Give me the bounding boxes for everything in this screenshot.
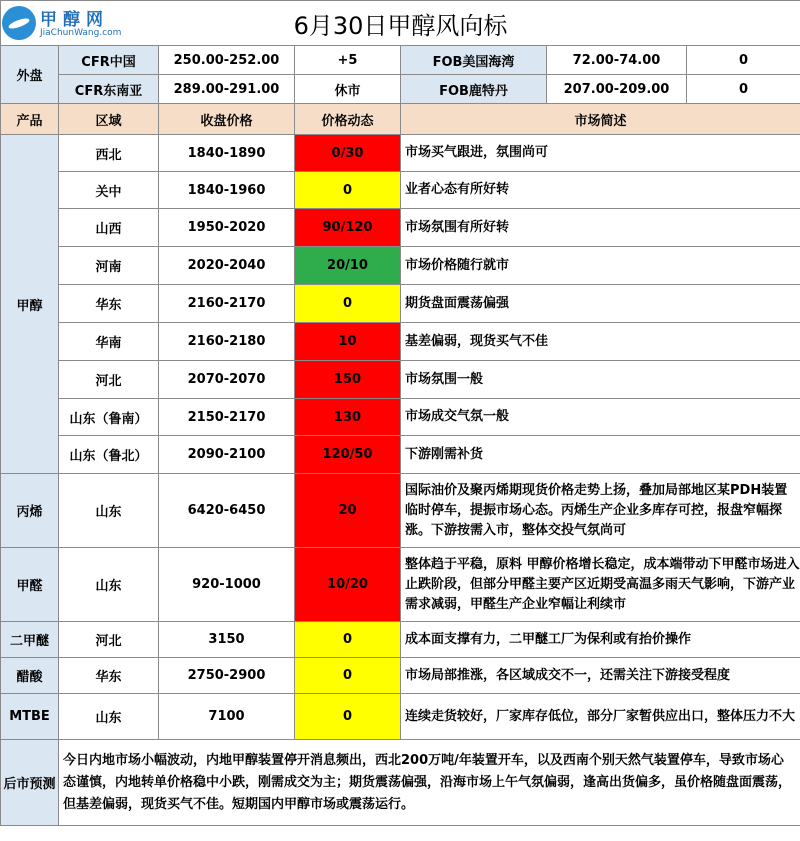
outer-change: 休市: [295, 75, 401, 104]
price-cell: 3150: [159, 622, 295, 658]
price-cell: 7100: [159, 694, 295, 740]
table-row: [1, 135, 800, 172]
price-cell: 2150-2170: [159, 399, 295, 436]
price-cell: 6420-6450: [159, 474, 295, 548]
dynamic-cell: 120/50: [295, 436, 401, 474]
outer-item: FOB美国海湾: [401, 46, 547, 75]
outer-row: [1, 46, 800, 75]
price-cell: 2090-2100: [159, 436, 295, 474]
desc-cell: 基差偏弱，现货买气不佳: [401, 323, 800, 361]
header-product: 产品: [1, 104, 59, 135]
header-row: [1, 104, 800, 135]
region-cell: 山东: [59, 694, 159, 740]
outer-price: 72.00-74.00: [547, 46, 687, 75]
dynamic-cell: 0: [295, 658, 401, 694]
outer-price: 289.00-291.00: [159, 75, 295, 104]
table-row: [1, 361, 800, 399]
desc-cell: 业者心态有所好转: [401, 172, 800, 209]
product-cell: 二甲醚: [1, 622, 59, 658]
price-cell: 2160-2180: [159, 323, 295, 361]
title-cell: [1, 1, 800, 46]
price-cell: 2160-2170: [159, 285, 295, 323]
region-cell: 华东: [59, 285, 159, 323]
region-cell: 华东: [59, 658, 159, 694]
dynamic-cell: 0: [295, 285, 401, 323]
table-row: [1, 172, 800, 209]
region-cell: 河南: [59, 247, 159, 285]
price-cell: 2070-2070: [159, 361, 295, 399]
logo-globe-icon: [2, 6, 36, 40]
desc-cell: 市场成交气氛一般: [401, 399, 800, 436]
region-cell: 河北: [59, 361, 159, 399]
table-row: [1, 323, 800, 361]
table-row: [1, 285, 800, 323]
table-row: [1, 658, 800, 694]
dynamic-cell: 0/30: [295, 135, 401, 172]
product-cell: 甲醇: [1, 135, 59, 474]
desc-cell: 市场买气跟进，氛围尚可: [401, 135, 800, 172]
dynamic-cell: 130: [295, 399, 401, 436]
desc-cell: 成本面支撑有力，二甲醚工厂为保利或有抬价操作: [401, 622, 800, 658]
table-row: [1, 622, 800, 658]
region-cell: 关中: [59, 172, 159, 209]
price-cell: 2020-2040: [159, 247, 295, 285]
outer-change: 0: [687, 75, 800, 104]
outer-item: CFR中国: [59, 46, 159, 75]
table-row: [1, 436, 800, 474]
outer-row: [1, 75, 800, 104]
region-cell: 山东: [59, 474, 159, 548]
forecast-row: [1, 740, 800, 826]
table-row: [1, 694, 800, 740]
region-cell: 山东（鲁南）: [59, 399, 159, 436]
region-cell: 河北: [59, 622, 159, 658]
header-region: 区域: [59, 104, 159, 135]
product-cell: 丙烯: [1, 474, 59, 548]
dynamic-cell: 90/120: [295, 209, 401, 247]
dynamic-cell: 20/10: [295, 247, 401, 285]
price-cell: 1840-1960: [159, 172, 295, 209]
dynamic-cell: 0: [295, 172, 401, 209]
price-cell: 2750-2900: [159, 658, 295, 694]
desc-cell: 市场氛围一般: [401, 361, 800, 399]
forecast-text: 今日内地市场小幅波动，内地甲醇装置停开消息频出，西北200万吨/年装置开车，以及西南个别天然气装置停车，导致市场心态谨慎，内地转单价格稳中小跌，刚需成交为主；期货震荡偏强，沿海市场上午气氛偏弱，逢高出货偏多，虽价格随盘面震荡，但基差偏弱，现货买气不佳。短期国内甲醇市场或震荡运行。: [59, 740, 800, 826]
product-cell: MTBE: [1, 694, 59, 740]
desc-cell: 整体趋于平稳，原料 甲醇价格增长稳定，成本端带动下甲醛市场进入止跌阶段，但部分甲醛主要产区近期受高温多雨天气影响，下游产业需求减弱，甲醛生产企业窄幅让利续市: [401, 548, 800, 622]
table-row: [1, 474, 800, 548]
desc-cell: 国际油价及聚丙烯期现货价格走势上扬，叠加局部地区某PDH装置临时停车，提振市场心态。丙烯生产企业多库存可控，报盘窄幅探涨。下游按需入市，整体交投气氛尚可: [401, 474, 800, 548]
price-cell: 920-1000: [159, 548, 295, 622]
region-cell: 西北: [59, 135, 159, 172]
table-row: [1, 548, 800, 622]
region-cell: 华南: [59, 323, 159, 361]
outer-item: FOB鹿特丹: [401, 75, 547, 104]
product-cell: 甲醛: [1, 548, 59, 622]
desc-cell: 连续走货较好，厂家库存低位，部分厂家暂供应出口，整体压力不大: [401, 694, 800, 740]
logo-en-text: JiaChunWang.com: [40, 28, 122, 38]
dynamic-cell: 0: [295, 694, 401, 740]
outer-change: 0: [687, 46, 800, 75]
header-close: 收盘价格: [159, 104, 295, 135]
dynamic-cell: 10: [295, 323, 401, 361]
header-summary: 市场简述: [401, 104, 800, 135]
desc-cell: 市场价格随行就市: [401, 247, 800, 285]
dynamic-cell: 150: [295, 361, 401, 399]
dynamic-cell: 10/20: [295, 548, 401, 622]
price-cell: 1950-2020: [159, 209, 295, 247]
table-row: [1, 209, 800, 247]
outer-change: +5: [295, 46, 401, 75]
outer-price: 250.00-252.00: [159, 46, 295, 75]
region-cell: 山西: [59, 209, 159, 247]
desc-cell: 期货盘面震荡偏强: [401, 285, 800, 323]
page-title: 6月30日甲醇风向标: [293, 11, 508, 40]
table-row: [1, 247, 800, 285]
desc-cell: 下游刚需补货: [401, 436, 800, 474]
dynamic-cell: 20: [295, 474, 401, 548]
desc-cell: 市场局部推涨，各区域成交不一，还需关注下游接受程度: [401, 658, 800, 694]
logo: [2, 4, 122, 44]
outer-label: 外盘: [1, 46, 59, 104]
outer-item: CFR东南亚: [59, 75, 159, 104]
product-cell: 醋酸: [1, 658, 59, 694]
region-cell: 山东: [59, 548, 159, 622]
region-cell: 山东（鲁北）: [59, 436, 159, 474]
logo-cn-text: 甲醇网: [40, 10, 109, 30]
header-dynamic: 价格动态: [295, 104, 401, 135]
desc-cell: 市场氛围有所好转: [401, 209, 800, 247]
dynamic-cell: 0: [295, 622, 401, 658]
forecast-label: 后市预测: [1, 740, 59, 826]
table-row: [1, 399, 800, 436]
outer-price: 207.00-209.00: [547, 75, 687, 104]
price-cell: 1840-1890: [159, 135, 295, 172]
